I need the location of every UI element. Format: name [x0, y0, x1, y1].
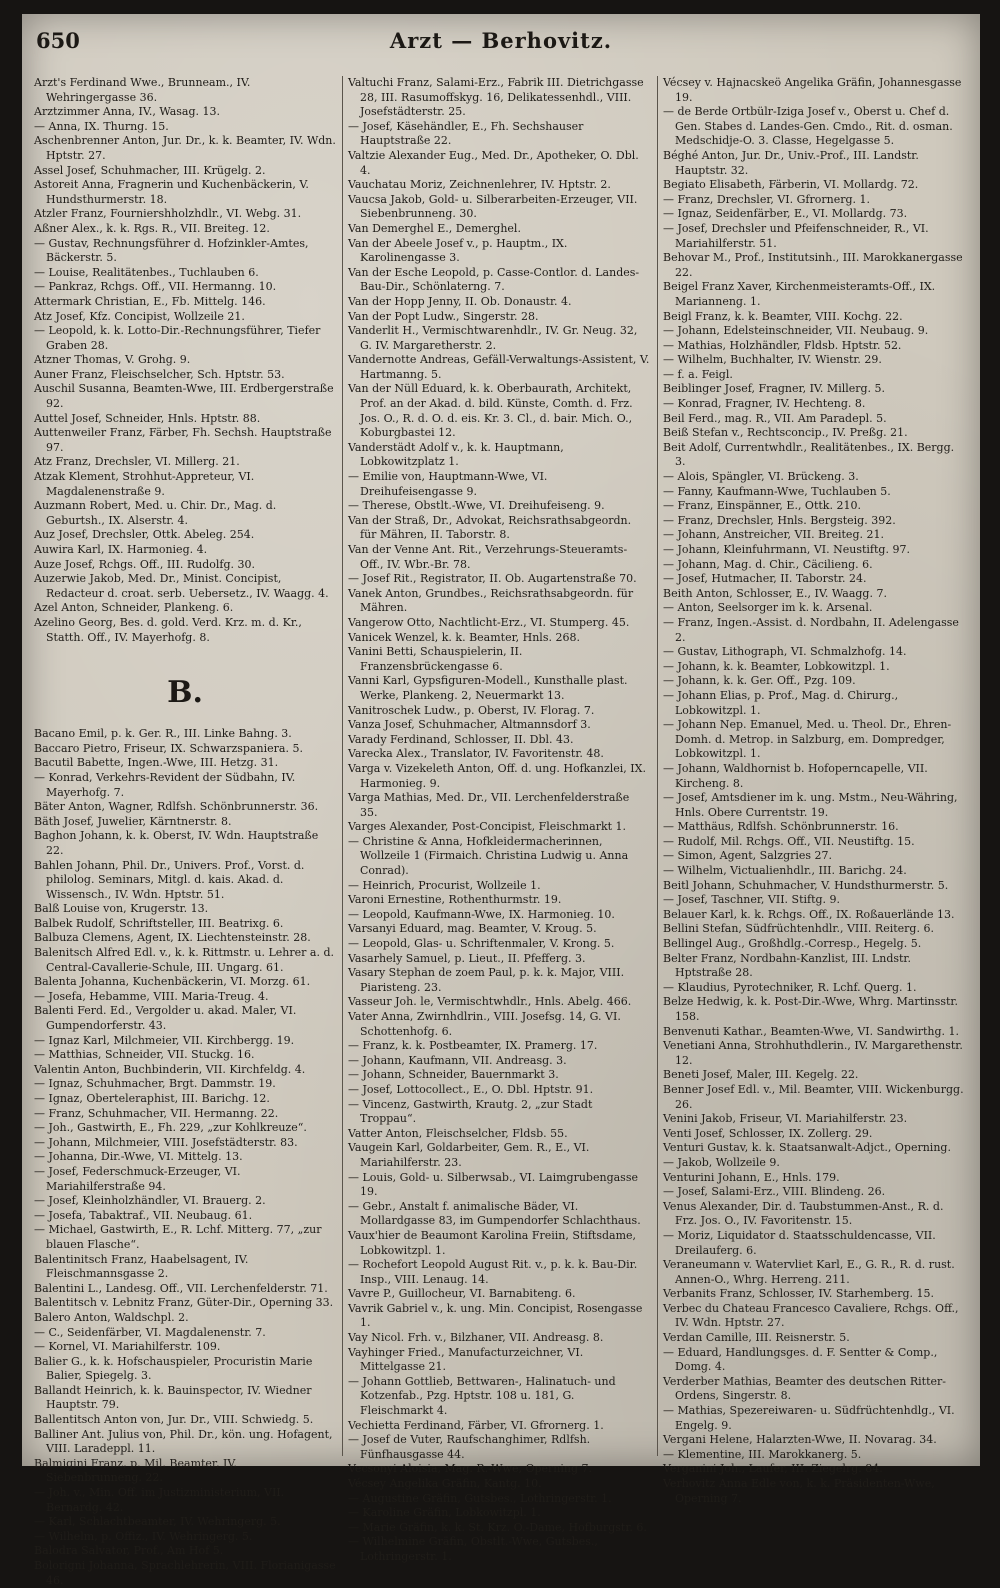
directory-entry: Vasary Stephan de zoem Paul, p. k. k. Major, VIII. Piaristeng. 23. [348, 966, 625, 994]
directory-entry: — Johann, k. k. Ger. Off., Pzg. 109. [663, 674, 856, 688]
directory-entry: Atz Franz, Drechsler, VI. Millerg. 21. [34, 455, 240, 469]
directory-entry: — Kornel, VI. Mariahilferstr. 109. [34, 1340, 221, 1354]
directory-entry: Varecka Alex., Translator, IV. Favoritenstr. 48. [348, 747, 604, 761]
directory-entry: Vater Anna, Zwirnhdlrin., VIII. Josefsg. 14, G. VI. Schottenhofg. 6. [348, 1010, 621, 1038]
directory-entry: Balero Anton, Waldschpl. 2. [34, 1310, 189, 1324]
directory-entry: — Pankraz, Rchgs. Off., VII. Hermanng. 10. [34, 280, 277, 294]
directory-entry: Ballandt Heinrich, k. k. Bauinspector, IV. Wiedner Hauptstr. 79. [34, 1383, 312, 1412]
column-3 [663, 76, 965, 1505]
directory-entry: Belze Hedwig, k. k. Post-Dir.-Wwe, Whrg. Martinsstr. 158. [663, 995, 958, 1023]
directory-entry: Bellini Stefan, Südfrüchtenhdlr., VIII. Reiterg. 6. [663, 922, 934, 936]
directory-entry: — Anton, Seelsorger im k. k. Arsenal. [663, 601, 873, 615]
section-letter: B. [167, 675, 203, 711]
directory-entry: — Johann Gottlieb, Bettwaren-, Halinatuch- und Kotzenfab., Pzg. Hptstr. 108 u. 181, G. Fleischmarkt 4. [348, 1374, 616, 1418]
directory-entry: Vavre P., Guillocheur, VI. Barnabiteng. 6. [348, 1287, 576, 1301]
directory-entry: Atzak Klement, Strohhut-Appreteur, VI. Magdalenenstraße 9. [34, 470, 255, 498]
column-divider [657, 76, 658, 1456]
directory-entry: Auttel Josef, Schneider, Hnls. Hptstr. 88. [34, 411, 261, 425]
directory-entry: Aschenbrenner Anton, Jur. Dr., k. k. Beamter, IV. Wdn. Hptstr. 27. [34, 134, 336, 162]
directory-entry: Bäter Anton, Wagner, Rdlfsh. Schönbrunnerstr. 36. [34, 800, 319, 814]
spacer [34, 645, 336, 651]
directory-entry: Beitl Johann, Schuhmacher, V. Hundsthurmerstr. 5. [663, 878, 949, 892]
directory-entry: Balmigini Franz, p. Mil. Beamter, IV. Siebenbrunneng. 22. [34, 1456, 237, 1485]
directory-entry: — Johann, Waldhornist b. Hofoperncapelle, VII. Kircheng. 8. [663, 761, 928, 790]
directory-entry: Vecsonyi Aloisia, Mag. R.-Wwe, Operning 7. [348, 1462, 593, 1476]
directory-entry: Vaucsa Jakob, Gold- u. Silberarbeiten-Erzeuger, VII. Siebenbrunneng. 30. [348, 192, 638, 221]
directory-entry: — Eduard, Handlungsges. d. F. Sentter & Comp., Domg. 4. [663, 1345, 938, 1374]
directory-entry: Van der Venne Ant. Rit., Verzehrungs-Steueramts-Off., IV. Wbr.-Br. 78. [348, 543, 628, 571]
directory-entry: — Mathias, Spezereiwaren- u. Südfrüchtenhdlg., VI. Engelg. 9. [663, 1404, 955, 1432]
directory-entry: — Emilie von, Hauptmann-Wwe, VI. Dreihufeisengasse 9. [348, 470, 548, 498]
directory-entry: — Franz, Ingen.-Assist. d. Nordbahn, II. Adelengasse 2. [663, 615, 959, 644]
directory-entry: — Josef, Kleinholzhändler, VI. Brauerg. 2. [34, 1194, 266, 1208]
directory-entry: — Konrad, Verkehrs-Revident der Südbahn, IV. Mayerhofg. 7. [34, 770, 296, 799]
directory-entry: Astoreit Anna, Fragnerin und Kuchenbäckerin, V. Hundsthurmerstr. 18. [34, 178, 309, 206]
directory-entry: Veraneumann v. Watervliet Karl, E., G. R., R. d. rust. Annen-O., Whrg. Herreng. 211. [663, 1258, 955, 1286]
directory-entry: Vanini Betti, Schauspielerin, II. Franzensbrückengasse 6. [348, 645, 523, 673]
directory-entry: Beit Adolf, Currentwhdlr., Realitätenbes., IX. Bergg. 3. [663, 440, 955, 469]
directory-entry: — Josefa, Tabaktraf., VII. Neubaug. 61. [34, 1208, 253, 1222]
directory-entry: — Matthias, Schneider, VII. Stuckg. 16. [34, 1048, 255, 1062]
directory-entry: Venti Josef, Schlosser, IX. Zollerg. 29. [663, 1126, 873, 1140]
directory-entry: — Franz, k. k. Postbeamter, IX. Pramerg. 17. [348, 1039, 598, 1053]
directory-entry: — Josef, Amtsdiener im k. ung. Mstm., Neu-Währing, Hnls. Obere Currentstr. 19. [663, 791, 958, 819]
directory-entry: Van der Abeele Josef v., p. Hauptm., IX. Karolinengasse 3. [348, 236, 568, 265]
directory-entry: — Karl, Schlachtbeamter, IV. Wehringerg. 5. [34, 1515, 281, 1529]
directory-entry: — Wilhelmine Gräfin, Obstlt.-Wwe, Gutsbes., Lothringerstr. 1. [348, 1535, 598, 1563]
directory-entry: — Wilhelm, p. Offiz., IV. Wehringerg. 5. [34, 1529, 253, 1543]
directory-entry: Beil Ferd., mag. R., VII. Am Paradepl. 5. [663, 411, 887, 425]
directory-entry: — Franz, Schuhmacher, VII. Hermanng. 22. [34, 1106, 279, 1120]
directory-entry: Bahlen Johann, Phil. Dr., Univers. Prof., Vorst. d. philolog. Seminars, Mitgl. d. kais. Akad. d. Wissensch., IV. Wdn. Hptstr. 51. [34, 858, 305, 901]
directory-entry: Auzerwie Jakob, Med. Dr., Minist. Concipist, Redacteur d. croat. serb. Uebersetz., IV. Waagg. 4. [34, 572, 329, 600]
directory-entry: — Josef, Federschmuck-Erzeuger, VI. Mariahilferstraße 94. [34, 1164, 241, 1193]
directory-entry: — Fanny, Kaufmann-Wwe, Tuchlauben 5. [663, 484, 891, 498]
directory-entry: Baghon Johann, k. k. Oberst, IV. Wdn. Hauptstraße 22. [34, 829, 319, 857]
directory-entry: Van der Nüll Eduard, k. k. Oberbaurath, Architekt, Prof. an der Akad. d. bild. Künste, Comth. d. Frz. Jos. O., R. d. O. d. eis. Kr. 3. Cl., d. bair. Mich. O., Koburgbastei 12. [348, 382, 633, 440]
directory-entry: Balier G., k. k. Hofschauspieler, Procuristin Marie Balier, Spiegelg. 3. [34, 1354, 313, 1383]
page-header [22, 14, 980, 54]
directory-entry: Beith Anton, Schlosser, E., IV. Waagg. 7. [663, 586, 887, 600]
directory-entry: — Johann, Anstreicher, VII. Breiteg. 21. [663, 528, 884, 542]
directory-entry: Van der Popt Ludw., Singerstr. 28. [348, 309, 539, 323]
directory-entry: Vécsey v. Hajnacskeö Angelika Gräfin, Johannesgasse 19. [663, 76, 962, 104]
directory-entry: — Leopold, k. k. Lotto-Dir.-Rechnungsführer, Tiefer Graben 28. [34, 324, 321, 352]
directory-entry: Van der Hopp Jenny, II. Ob. Donaustr. 4. [348, 294, 572, 308]
directory-entry: Varges Alexander, Post-Concipist, Fleischmarkt 1. [348, 820, 627, 834]
directory-entry: Vanderstädt Adolf v., k. k. Hauptmann, Lobkowitzplatz 1. [348, 440, 564, 469]
directory-entry: Assel Josef, Schuhmacher, III. Krügelg. 2. [34, 163, 266, 177]
directory-entry: Atz Josef, Kfz. Concipist, Wollzeile 21. [34, 309, 245, 323]
directory-entry: Arzt's Ferdinand Wwe., Brunneam., IV. Wehringergasse 36. [34, 76, 251, 104]
column-1 [34, 76, 336, 1587]
directory-entry: — Michael, Gastwirth, E., R. Lchf. Mitterg. 77, „zur blauen Flasche“. [34, 1223, 322, 1251]
directory-entry: — Johann Elias, p. Prof., Mag. d. Chirurg., Lobkowitzpl. 1. [663, 688, 899, 717]
directory-entry: — Josef, Lottocollect., E., O. Dbl. Hptstr. 91. [348, 1082, 594, 1096]
directory-entry: — Johann, Kleinfuhrmann, VI. Neustiftg. 97. [663, 543, 910, 556]
page-number: 650 [36, 28, 80, 53]
directory-entry: — Alois, Spängler, VI. Brückeng. 3. [663, 470, 859, 484]
directory-entry: Vayhinger Fried., Manufacturzeichner, VI. Mittelgasse 21. [348, 1345, 584, 1374]
directory-entry: Bacutil Babette, Ingen.-Wwe, III. Hetzg. 31. [34, 756, 279, 770]
directory-entry: Balbek Rudolf, Schriftsteller, III. Beatrixg. 6. [34, 916, 284, 930]
directory-entry: — Ignaz, Seidenfärber, E., VI. Mollardg. 73. [663, 207, 908, 221]
directory-entry: Vanek Anton, Grundbes., Reichsrathsabgeordn. für Mähren. [348, 586, 634, 615]
directory-entry: — Johann, Kaufmann, VII. Andreasg. 3. [348, 1053, 567, 1067]
directory-entry: — Wilhelm, Buchhalter, IV. Wienstr. 29. [663, 353, 882, 367]
directory-entry: Vasseur Joh. le, Vermischtwhdlr., Hnls. Abelg. 466. [348, 995, 632, 1009]
directory-entry: Azelino Georg, Bes. d. gold. Verd. Krz. m. d. Kr., Statth. Off., IV. Mayerhofg. 8. [34, 615, 302, 644]
directory-entry: Verderber Mathias, Beamter des deutschen Ritter-Ordens, Singerstr. 8. [663, 1374, 946, 1403]
directory-entry: Vauchatau Moriz, Zeichnenlehrer, IV. Hptstr. 2. [348, 178, 611, 192]
directory-entry: — Konrad, Fragner, IV. Hechteng. 8. [663, 397, 866, 411]
directory-entry: Varga v. Vizekeleth Anton, Off. d. ung. Hofkanzlei, IX. Harmonieg. 9. [348, 761, 646, 790]
directory-entry: — Ignaz Karl, Milchmeier, VII. Kirchbergg. 19. [34, 1033, 295, 1047]
directory-entry: Valentin Anton, Buchbinderin, VII. Kirchfeldg. 4. [34, 1062, 306, 1076]
directory-entry: — C., Seidenfärber, VI. Magdalenenstr. 7. [34, 1325, 266, 1339]
directory-entry: Attermark Christian, E., Fb. Mittelg. 146. [34, 294, 266, 308]
directory-entry: Vaugein Karl, Goldarbeiter, Gem. R., E., VI. Mariahilferstr. 23. [348, 1141, 590, 1169]
directory-entry: — Ignaz, Schuhmacher, Brgt. Dammstr. 19. [34, 1077, 276, 1091]
directory-entry: Venus Alexander, Dir. d. Taubstummen-Anst., R. d. Frz. Jos. O., IV. Favoritenstr. 15. [663, 1199, 944, 1228]
directory-entry: Vechietta Ferdinand, Färber, VI. Gfrornerg. 1. [348, 1418, 604, 1432]
directory-entry: — Jakob, Wollzeile 9. [663, 1155, 780, 1169]
directory-entry: — Heinrich, Procurist, Wollzeile 1. [348, 878, 541, 892]
directory-entry: Auwira Karl, IX. Harmonieg. 4. [34, 543, 208, 556]
directory-entry: — Wilhelm, Victualienhdlr., III. Barichg. 24. [663, 864, 907, 878]
directory-entry: Venetiani Anna, Strohhuthdlerin., IV. Margarethenstr. 12. [663, 1039, 963, 1067]
directory-entry: Auschil Susanna, Beamten-Wwe, III. Erdbergerstraße 92. [34, 382, 334, 411]
directory-entry: Auze Josef, Rchgs. Off., III. Rudolfg. 30. [34, 557, 256, 571]
directory-entry: — Rochefort Leopold August Rit. v., p. k. k. Bau-Dir. Insp., VIII. Lenaug. 14. [348, 1258, 638, 1286]
directory-entry: Bäth Josef, Juwelier, Kärntnerstr. 8. [34, 814, 232, 828]
directory-entry: — Karoline Gräfin, Lobkowitzpl. 1. [348, 1506, 541, 1520]
directory-entry: Atzner Thomas, V. Grohg. 9. [34, 353, 191, 367]
directory-entry: — Louise, Realitätenbes., Tuchlauben 6. [34, 265, 259, 279]
directory-entry: Beigl Franz, k. k. Beamter, VIII. Kochg. 22. [663, 309, 903, 323]
directory-entry: Balentini L., Landesg. Off., VII. Lerchenfelderstr. 71. [34, 1281, 328, 1295]
directory-entry: Verbec du Chateau Francesco Cavaliere, Rchgs. Off., IV. Wdn. Hptstr. 27. [663, 1301, 959, 1330]
directory-entry: Benvenuti Kathar., Beamten-Wwe, VI. Sandwirthg. 1. [663, 1024, 960, 1038]
directory-entry: Baccaro Pietro, Friseur, IX. Schwarzspaniera. 5. [34, 741, 303, 755]
directory-entry: Vandernotte Andreas, Gefäll-Verwaltungs-Assistent, V. Hartmanng. 5. [348, 353, 650, 381]
directory-entry: Auzmann Robert, Med. u. Chir. Dr., Mag. d. Geburtsh., IX. Alserstr. 4. [34, 499, 277, 527]
directory-entry: — Joh. v., Min. Off. im Justizministerium, VII. Bernardg. 42. [34, 1486, 285, 1514]
directory-entry: Verbanits Franz, Schlosser, IV. Starhemberg. 15. [663, 1287, 935, 1301]
directory-entry: — Mathias, Holzhändler, Fldsb. Hptstr. 52. [663, 338, 902, 352]
directory-entry: Balbuza Clemens, Agent, IX. Liechtensteinstr. 28. [34, 931, 311, 945]
directory-entry: Vavrik Gabriel v., k. ung. Min. Concipist, Rosengasse 1. [348, 1301, 643, 1330]
directory-entry: Verganini Joh., Laufer, III. Ziegelrg. 84. [663, 1462, 883, 1476]
directory-entry: Varady Ferdinand, Schlosser, II. Dbl. 43. [348, 732, 574, 746]
directory-entry: — Matthäus, Rdlfsh. Schönbrunnerstr. 16. [663, 820, 899, 834]
directory-entry: Vécsey Angelika Gräfin, Kantg. 10. [348, 1477, 542, 1490]
directory-entry: Vaux'hier de Beaumont Karolina Freiin, Stiftsdame, Lobkowitzpl. 1. [348, 1228, 637, 1257]
directory-entry: Bellingel Aug., Großhdlg.-Corresp., Hegelg. 5. [663, 937, 922, 951]
directory-entry: — Johann, Edelsteinschneider, VII. Neubaug. 9. [663, 324, 929, 338]
directory-entry: — Franz, Einspänner, E., Ottk. 210. [663, 499, 861, 513]
directory-entry: Balentitsch v. Lebnitz Franz, Güter-Dir., Operning 33. [34, 1296, 334, 1310]
directory-entry: — Ignaz, Oberteleraphist, III. Barichg. 12. [34, 1092, 270, 1105]
directory-entry: Vergani Helene, Halarzten-Wwe, II. Novarag. 34. [663, 1433, 937, 1447]
directory-entry: Ballentitsch Anton von, Jur. Dr., VIII. Schwiedg. 5. [34, 1413, 314, 1427]
directory-entry: — Leopold, Glas- u. Schriftenmaler, V. Krong. 5. [348, 937, 615, 951]
directory-entry: Beiß Stefan v., Rechtsconcip., IV. Preßg. 21. [663, 426, 908, 440]
directory-entry: Béghé Anton, Jur. Dr., Univ.-Prof., III. Landstr. Hauptstr. 32. [663, 148, 919, 177]
directory-entry: — Franz, Drechsler, VI. Gfrornerg. 1. [663, 192, 871, 206]
directory-entry: — Leopold, Kaufmann-Wwe, IX. Harmonieg. 10. [348, 907, 615, 921]
directory-entry: — Josef de Vuter, Raufschanghimer, Rdlfsh. Fünfhausgasse 44. [348, 1433, 591, 1461]
directory-entry: — Johann Nep. Emanuel, Med. u. Theol. Dr., Ehren-Domh. d. Metrop. in Salzburg, em. Dompredger, Lobkowitzpl. 1. [663, 718, 952, 761]
directory-entry: — Josef, Taschner, VII. Stiftg. 9. [663, 893, 841, 907]
directory-entry: Varsanyi Eduard, mag. Beamter, V. Kroug. 5. [348, 922, 597, 936]
directory-entry: — Therese, Obstlt.-Wwe, VI. Dreihufeiseng. 9. [348, 499, 605, 513]
directory-entry: Atzler Franz, Fourniershholzhdlr., VI. Webg. 31. [34, 207, 302, 221]
directory-entry: Venini Jakob, Friseur, VI. Mariahilferstr. 23. [663, 1112, 908, 1126]
directory-entry: Vanitroschek Ludw., p. Oberst, IV. Florag. 7. [348, 703, 595, 717]
directory-entry: Vangerow Otto, Nachtlicht-Erz., VI. Stumperg. 45. [348, 615, 630, 629]
directory-entry: Benner Josef Edl. v., Mil. Beamter, VIII. Wickenburgg. 26. [663, 1082, 964, 1111]
directory-entry: Valtzie Alexander Eug., Med. Dr., Apotheker, O. Dbl. 4. [348, 148, 639, 177]
directory-entry: — Gustav, Rechnungsführer d. Hofzinkler-Amtes, Bäckerstr. 5. [34, 236, 309, 265]
directory-entry: Beiblinger Josef, Fragner, IV. Millerg. 5. [663, 382, 886, 396]
directory-entry: Vasarhely Samuel, p. Lieut., II. Pfefferg. 3. [348, 951, 586, 965]
directory-entry: Van der Esche Leopold, p. Casse-Contlor. d. Landes-Bau-Dir., Schönlaterng. 7. [348, 265, 640, 294]
directory-entry: — Rudolf, Mil. Rchgs. Off., VII. Neustiftg. 15. [663, 834, 915, 848]
directory-entry: Vanicek Wenzel, k. k. Beamter, Hnls. 268. [348, 630, 580, 644]
directory-entry: Van der Straß, Dr., Advokat, Reichsrathsabgeordn. für Mähren, II. Taborstr. 8. [348, 513, 632, 542]
directory-entry: — Marie Gräfin, k. k. St. Krz. O.-Dame, Hofburgstr. 6. [348, 1520, 647, 1534]
directory-entry: Varga Mathias, Med. Dr., VII. Lerchenfelderstraße 35. [348, 791, 630, 819]
directory-entry: Valtuchi Franz, Salami-Erz., Fabrik III. Dietrichgasse 28, III. Rasumoffskyg. 16, Delikatessenhdl., VIII. Josefstädterstr. 25. [348, 76, 644, 119]
directory-entry: — Johann, Mag. d. Chir., Cäcilieng. 6. [663, 557, 873, 571]
directory-entry: Begiato Elisabeth, Färberin, VI. Mollardg. 72. [663, 178, 919, 192]
directory-entry: Varoni Ernestine, Rothenthurmstr. 19. [348, 893, 562, 907]
directory-entry: — Anna, IX. Thurng. 15. [34, 119, 169, 133]
directory-entry: — Josef Rit., Registrator, II. Ob. Augartenstraße 70. [348, 572, 637, 586]
directory-entry: Balliner Ant. Julius von, Phil. Dr., kön. ung. Hofagent, VIII. Laradeppl. 11. [34, 1427, 333, 1456]
directory-entry: Vatter Anton, Fleischselcher, Fldsb. 55. [348, 1126, 568, 1140]
directory-entry: Beneti Josef, Maler, III. Kegelg. 22. [663, 1068, 859, 1082]
directory-entry: Auz Josef, Drechsler, Ottk. Abeleg. 254. [34, 528, 255, 542]
column-2 [348, 76, 650, 1563]
directory-entry: Balenti Ferd. Ed., Vergolder u. akad. Maler, VI. Gumpendorferstr. 43. [34, 1004, 297, 1033]
directory-entry: — Josef, Drechsler und Pfeifenschneider, R., VI. Mariahilferstr. 51. [663, 221, 929, 250]
running-head: Arzt — Berhovitz. [389, 28, 613, 53]
directory-entry: — Gustav, Lithograph, VI. Schmalzhofg. 14. [663, 645, 907, 659]
directory-entry: — Vincenz, Gastwirth, Krautg. 2, „zur Stadt Troppau“. [348, 1097, 593, 1126]
directory-entry: — Franz, Drechsler, Hnls. Bergsteig. 392. [663, 513, 896, 527]
directory-entry: — Josef, Käsehändler, E., Fh. Sechshauser Hauptstraße 22. [348, 119, 584, 148]
directory-entry: Vanni Karl, Gypsfiguren-Modell., Kunsthalle plast. Werke, Plankeng. 2, Neuermarkt 13. [348, 674, 628, 702]
directory-entry: — Louis, Gold- u. Silberwsab., VI. Laimgrubengasse 19. [348, 1170, 638, 1199]
directory-entry: — Josef, Hutmacher, II. Taborstr. 24. [663, 572, 867, 586]
directory-entry: — de Berde Ortbülr-Iziga Josef v., Oberst u. Chef d. Gen. Stabes d. Landes-Gen. Cmdo., Rit. d. osman. Medschidje-O. 3. Classe, Hegelgasse 5. [663, 105, 953, 148]
directory-entry: Belauer Karl, k. k. Rchgs. Off., IX. Roßauerlände 13. [663, 907, 955, 921]
directory-entry: — Johann, Schneider, Bauernmarkt 3. [348, 1068, 559, 1082]
directory-entry: Beigel Franz Xaver, Kirchenmeisteramts-Off., IX. Marianneng. 1. [663, 280, 936, 308]
directory-entry: — Klementine, III. Marokkanerg. 5. [663, 1447, 862, 1461]
directory-entry: — f. a. Feigl. [663, 367, 733, 381]
directory-entry: — Moriz, Liquidator d. Staatsschuldencasse, VII. Dreilauferg. 6. [663, 1228, 936, 1257]
directory-entry: Van Demerghel E., Demerghel. [348, 221, 521, 235]
directory-entry: Bacano Emil, p. k. Ger. R., III. Linke Bahng. 3. [34, 727, 292, 741]
directory-entry: — Augustine Gräfin, Gutsbes., Lothringerstr. 1. [348, 1491, 612, 1505]
directory-entry: — Joh., Gastwirth, E., Fh. 229, „zur Kohlkreuze“. [34, 1121, 307, 1135]
directory-entry: Venturini Johann, E., Hnls. 179. [663, 1170, 840, 1184]
directory-entry: — Johanna, Dir.-Wwe, VI. Mittelg. 13. [34, 1150, 243, 1164]
directory-entry: — Josefa, Hebamme, VIII. Maria-Treug. 4. [34, 989, 269, 1003]
directory-entry: Vanza Josef, Schuhmacher, Altmannsdorf 3. [348, 718, 591, 732]
directory-entry: Aßner Alex., k. k. Rgs. R., VII. Breiteg. 12. [34, 221, 270, 235]
directory-entry: Balenitsch Alfred Edl. v., k. k. Rittmstr. u. Lehrer a. d. Central-Cavallerie-Schule, III. Ungarg. 61. [34, 946, 334, 974]
directory-entry: Auttenweiler Franz, Färber, Fh. Sechsh. Hauptstraße 97. [34, 426, 332, 454]
directory-entry: — Gebr., Anstalt f. animalische Bäder, VI. Mollardgasse 83, im Gumpendorfer Schlachthaus. [348, 1199, 641, 1228]
directory-entry: Balentinitsch Franz, Haabelsagent, IV. Fleischmannsgasse 2. [34, 1252, 249, 1281]
directory-entry: — Josef, Salami-Erz., VIII. Blindeng. 26. [663, 1185, 886, 1199]
directory-entry: Bolorigni Johanna, Sprachlehrerin, VIII. Florianigasse 46. [34, 1559, 336, 1587]
directory-entry: Verhovitz Anna Edle von, k. k. Präsidenten-Wwe, Operning 7. [663, 1477, 935, 1505]
directory-entry: Vanderlit H., Vermischtwarenhdlr., IV. Gr. Neug. 32, G. IV. Margaretherstr. 2. [348, 324, 638, 352]
directory-entry: Azel Anton, Schneider, Plankeng. 6. [34, 601, 234, 615]
column-divider [342, 76, 343, 1456]
directory-entry: — Christine & Anna, Hofkleidermacherinnen, Wollzeile 1 (Firmaich. Christina Ludwig u. Anna Conrad). [348, 834, 629, 878]
directory-entry: Auner Franz, Fleischselcher, Sch. Hptstr. 53. [34, 367, 285, 381]
directory-entry: Balodra Salvator, Prof., Am Hof 5. [34, 1544, 224, 1558]
directory-entry: — Johann, Milchmeier, VIII. Josefstädterstr. 83. [34, 1135, 298, 1149]
directory-entry: — Johann, k. k. Beamter, Lobkowitzpl. 1. [663, 659, 890, 673]
directory-entry: Behovar M., Prof., Institutsinh., III. Marokkanergasse 22. [663, 251, 963, 279]
directory-page [22, 14, 980, 1587]
directory-entry: Arztzimmer Anna, IV., Wasag. 13. [34, 105, 221, 119]
directory-entry: — Simon, Agent, Salzgries 27. [663, 849, 833, 863]
directory-entry: — Klaudius, Pyrotechniker, R. Lchf. Querg. 1. [663, 980, 917, 994]
directory-entry: Vay Nicol. Frh. v., Bilzhaner, VII. Andreasg. 8. [348, 1331, 604, 1345]
directory-entry: Venturi Gustav, k. k. Staatsanwalt-Adjct., Operning. [663, 1141, 951, 1155]
directory-entry: Balenta Johanna, Kuchenbäckerin, VI. Morzg. 61. [34, 975, 311, 989]
directory-entry: Balß Louise von, Krugerstr. 13. [34, 902, 209, 916]
directory-entry: Belter Franz, Nordbahn-Kanzlist, III. Lndstr. Hptstraße 28. [663, 951, 911, 980]
directory-entry: Verdan Camille, III. Reisnerstr. 5. [663, 1331, 850, 1345]
